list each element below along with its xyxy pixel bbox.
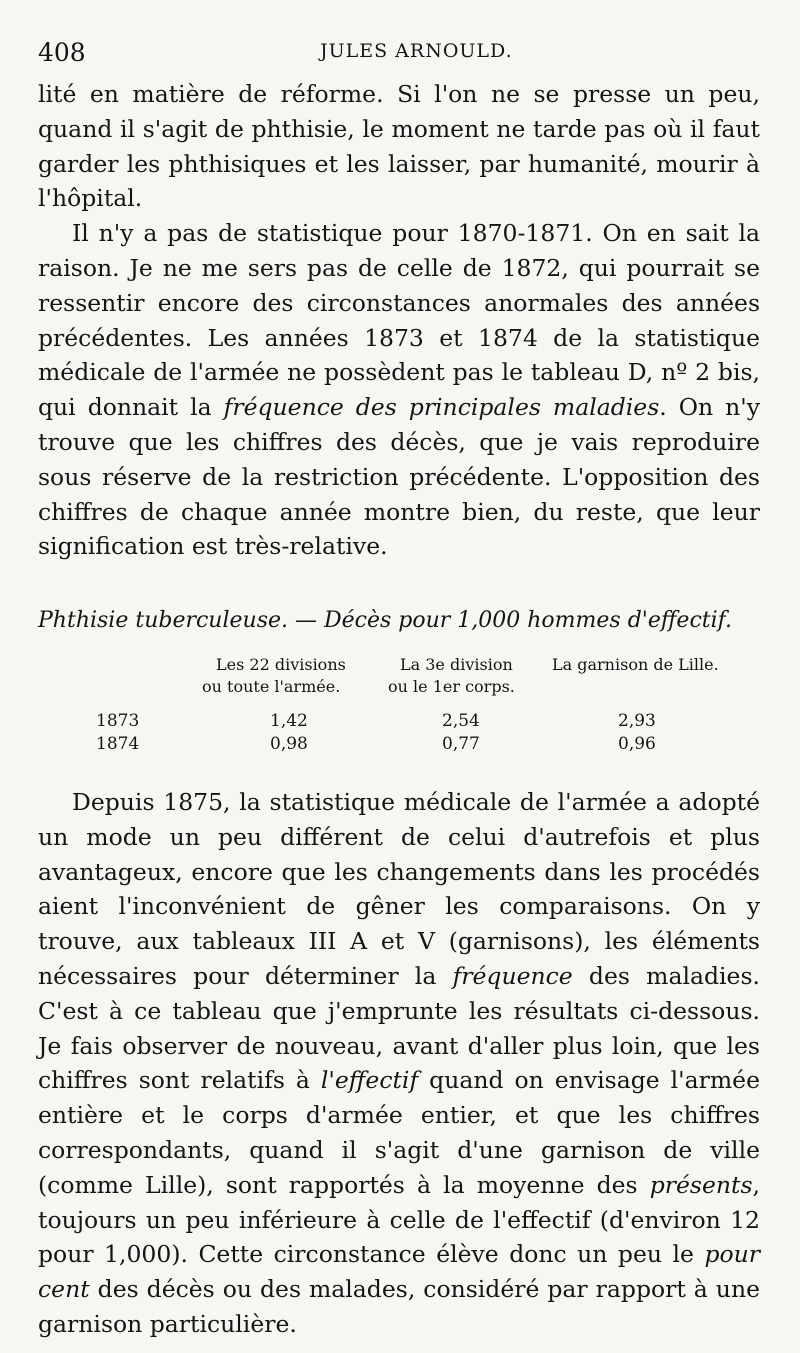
page-number: 408 (38, 38, 86, 67)
paragraph-3-emphasis-3: présents (649, 1170, 753, 1199)
row-2-year: 1874 (96, 734, 140, 754)
row-2-value-1: 0,98 (270, 734, 308, 754)
paragraph-3-text-a: Depuis 1875, la statistique médicale de l'armée a adopté un mode un peu différent de celui d'autrefois et plus avantageux, encore que les changements dans les procédés aient l'inconvénient de gêner les comparaisons. On y trouve, aux tableaux III A et V (garnisons), les éléments nécessaires pour déterminer la (38, 788, 760, 990)
paragraph-3-text-b: des maladies. C'est à ce tableau que j'emprunte les résultats ci-dessous. Je fais observer de nouveau, avant d'aller plus loin, que les chiffres sont relatifs à (38, 961, 760, 1095)
row-1-value-1: 1,42 (270, 711, 308, 731)
body-text-continued (38, 785, 760, 1342)
paragraph-3-emphasis-1: fréquence (452, 961, 573, 990)
paragraph-3-emphasis-2: l'effectif (320, 1066, 419, 1095)
running-head: JULES ARNOULD. (320, 40, 513, 62)
paragraph-3-emphasis-4: pour cent (38, 1240, 760, 1304)
column-header-1-line-2: ou toute l'armée. (202, 677, 341, 696)
column-header-3-line-1: La garnison de Lille. (552, 655, 719, 674)
row-1-value-2: 2,54 (442, 711, 480, 731)
row-2-value-3: 0,96 (618, 734, 656, 754)
page-header (38, 38, 758, 74)
column-header-1-line-1: Les 22 divisions (216, 655, 346, 674)
column-header-2-line-1: La 3e division (400, 655, 513, 674)
paragraph-2-text-a: Il n'y a pas de statistique pour 1870-1871. On en sait la raison. Je ne me sers pas de celle de 1872, qui pourrait se ressentir encore des circonstances anormales des années précédentes. Les années 1873 et 1874 de la statistique médicale de l'armée ne possèdent pas le tableau D, nº 2 bis, qui donnait la (38, 219, 760, 422)
row-1-year: 1873 (96, 711, 140, 731)
body-text (38, 77, 760, 564)
paragraph-3 (38, 785, 760, 1342)
paragraph-3-text-e: des décès ou des malades, considéré par rapport à une garnison particulière. (38, 1275, 760, 1338)
paragraph-1-text: lité en matière de réforme. Si l'on ne se presse un peu, quand il s'agit de phthisie, le moment ne tarde pas où il faut garder les phthisiques et les laisser, par humanité, mourir à l'hôpital. (38, 80, 760, 213)
paragraph-2-emphasis: fréquence des principales maladies (223, 393, 660, 422)
row-1-value-3: 2,93 (618, 711, 656, 731)
paragraph-2-text-b: . On n'y trouve que les chiffres des décès, que je vais reproduire sous réserve de la restriction précédente. L'opposition des chiffres de chaque année montre bien, du reste, que leur signification est très-relative. (38, 393, 760, 561)
table-caption: Phthisie tuberculeuse. — Décès pour 1,000 hommes d'effectif. (38, 608, 732, 633)
paragraph-1 (38, 77, 760, 216)
paragraph-3-text-d: , toujours un peu inférieure à celle de l'effectif (d'environ 12 pour 1,000). Cette circonstance élève donc un peu le (38, 1170, 760, 1269)
column-header-2-line-2: ou le 1er corps. (388, 677, 515, 696)
paragraph-3-text-c: quand on envisage l'armée entière et le corps d'armée entier, et que les chiffres correspondants, quand il s'agit d'une garnison de ville (comme Lille), sont rapportés à la moyenne des (38, 1066, 760, 1199)
paragraph-2 (38, 216, 760, 564)
row-2-value-2: 0,77 (442, 734, 480, 754)
